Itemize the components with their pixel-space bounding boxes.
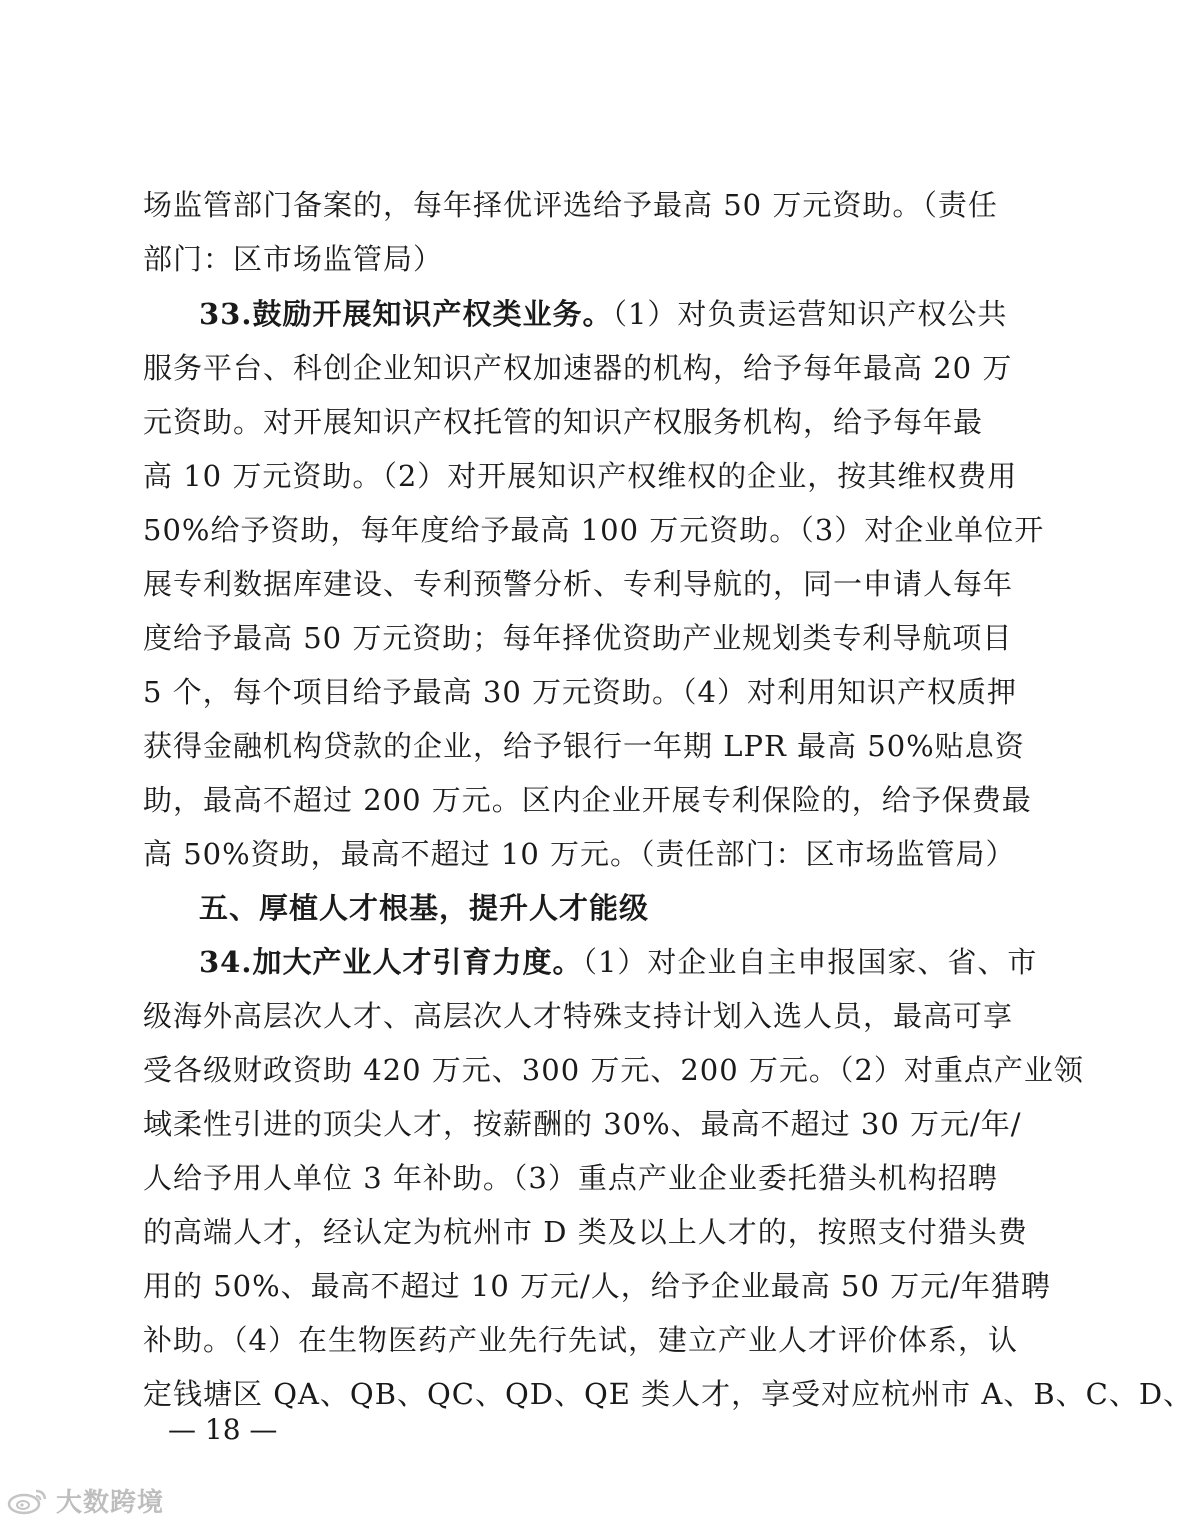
- item-33-text: （1）对负责运营知识产权公共: [612, 297, 1008, 331]
- item-34-first-line: [199, 935, 1038, 989]
- text-line: 元资助。对开展知识产权托管的知识产权服务机构，给予每年最: [143, 405, 984, 439]
- text-line: 助，最高不超过 200 万元。区内企业开展专利保险的，给予保费最: [143, 783, 1032, 817]
- page-number: — 18 —: [168, 1413, 278, 1446]
- text-line: 人给予用人单位 3 年补助。（3）重点产业企业委托猎头机构招聘: [143, 1161, 998, 1195]
- text-line: 高 10 万元资助。（2）对开展知识产权维权的企业，按其维权费用: [143, 459, 1018, 493]
- text-line: 度给予最高 50 万元资助；每年择优资助产业规划类专利导航项目: [143, 621, 1013, 655]
- text-line: 5 个，每个项目给予最高 30 万元资助。（4）对利用知识产权质押: [143, 675, 1017, 709]
- weibo-logo-icon: [6, 1485, 50, 1515]
- text-line: 补助。（4）在生物医药产业先行先试，建立产业人才评价体系，认: [143, 1323, 1018, 1357]
- item-33-first-line: [199, 287, 1008, 341]
- text-line: 域柔性引进的顶尖人才，按薪酬的 30%、最高不超过 30 万元/年/: [143, 1107, 1022, 1141]
- watermark-text: 大数跨境: [56, 1487, 165, 1518]
- text-line: 级海外高层次人才、高层次人才特殊支持计划入选人员，最高可享: [143, 999, 1014, 1033]
- text-line: 展专利数据库建设、专利预警分析、专利导航的，同一申请人每年: [143, 567, 1014, 601]
- text-line: 受各级财政资助 420 万元、300 万元、200 万元。（2）对重点产业领: [143, 1053, 1084, 1087]
- text-line: 高 50%资助，最高不超过 10 万元。（责任部门：区市场监管局）: [143, 837, 1016, 871]
- item-34-title: 34.加大产业人才引育力度。: [199, 945, 583, 979]
- item-33-title: 33.鼓励开展知识产权类业务。: [199, 297, 613, 331]
- text-line: 用的 50%、最高不超过 10 万元/人，给予企业最高 50 万元/年猎聘: [143, 1269, 1051, 1303]
- text-line: 服务平台、科创企业知识产权加速器的机构，给予每年最高 20 万: [143, 351, 1013, 385]
- text-line: 定钱塘区 QA、QB、QC、QD、QE 类人才，享受对应杭州市 A、B、C、D、: [143, 1377, 1193, 1411]
- text-line: 获得金融机构贷款的企业，给予银行一年期 LPR 最高 50%贴息资: [143, 729, 1025, 763]
- text-line: 的高端人才，经认定为杭州市 D 类及以上人才的，按照支付猎头费: [143, 1215, 1028, 1249]
- item-34-text: （1）对企业自主申报国家、省、市: [582, 945, 1038, 979]
- text-line: 50%给予资助，每年度给予最高 100 万元资助。（3）对企业单位开: [143, 513, 1045, 547]
- text-line: 场监管部门备案的，每年择优评选给予最高 50 万元资助。（责任: [143, 188, 998, 222]
- section-heading: 五、厚植人才根基，提升人才能级: [199, 891, 650, 925]
- text-line: 部门：区市场监管局）: [143, 242, 444, 276]
- watermark: [6, 1480, 164, 1520]
